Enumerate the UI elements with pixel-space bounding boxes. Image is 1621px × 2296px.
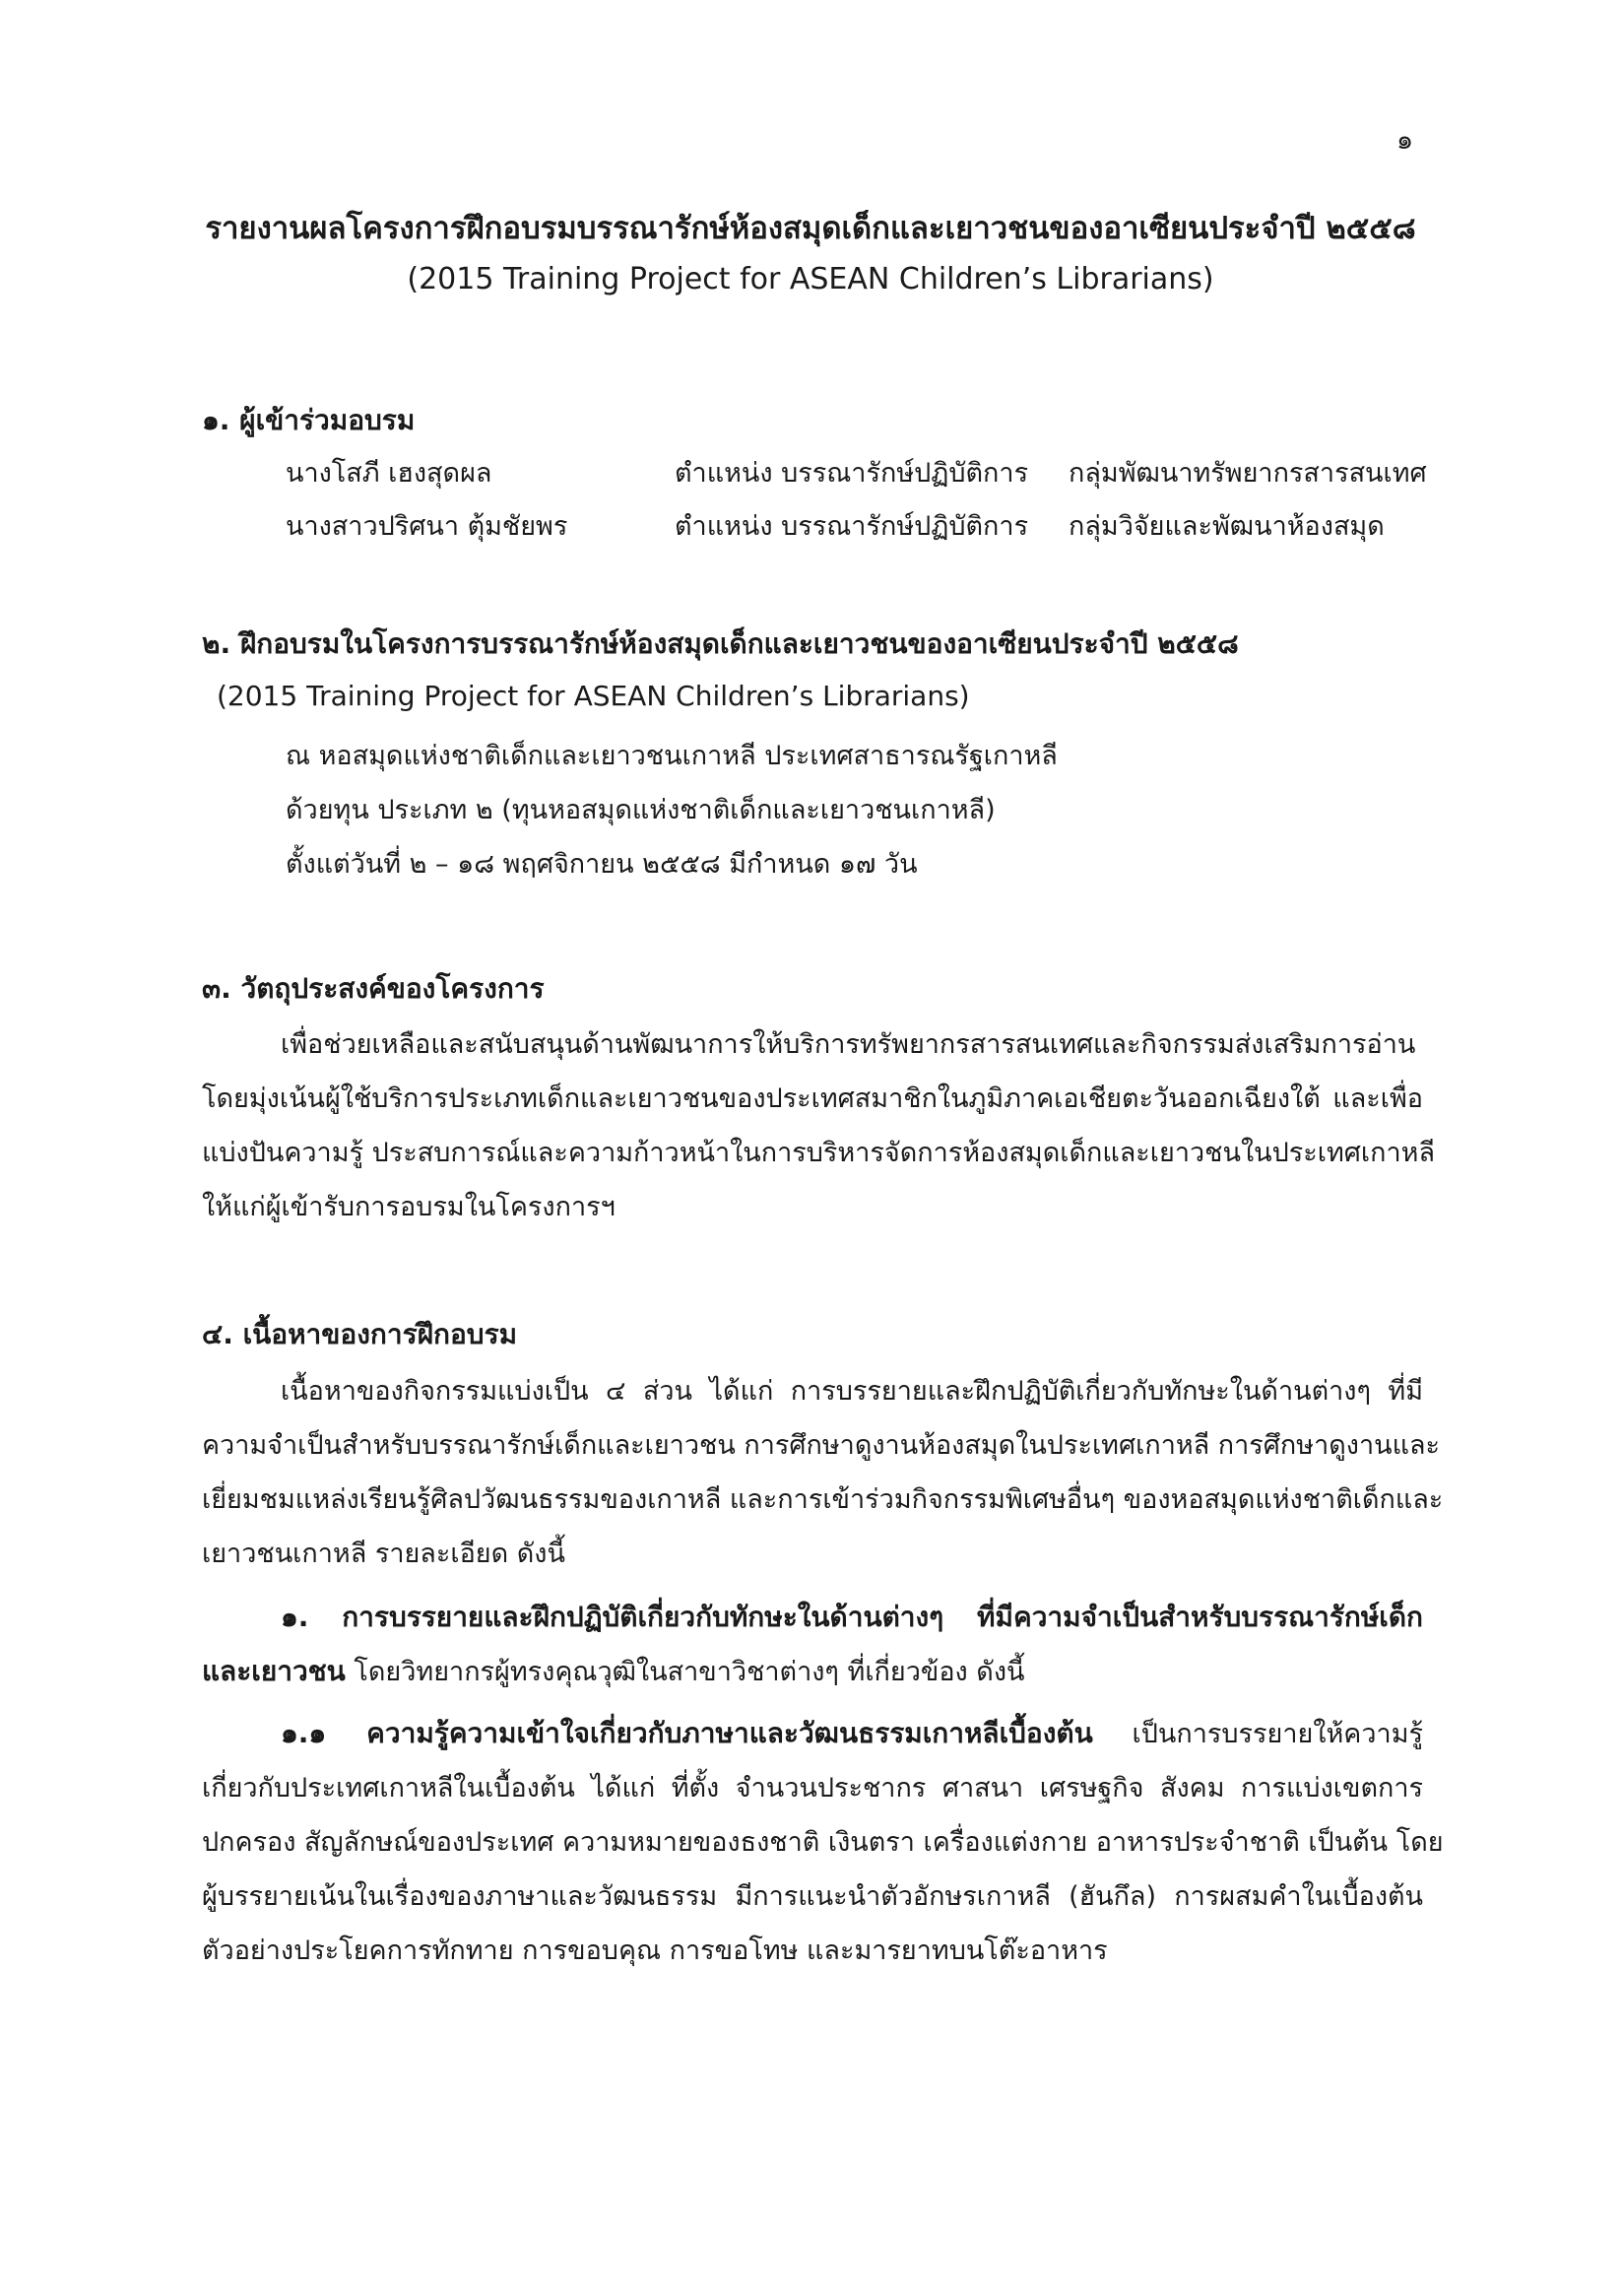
paragraph-line: ปกครอง สัญลักษณ์ของประเทศ ความหมายของธงชาติ เงินตรา เครื่องแต่งกาย อาหารประจำชาติ เป็นต้น โดย (202, 1827, 1444, 1858)
item-1-1-line (281, 1712, 1423, 1755)
section-3-heading: ๓. วัตถุประสงค์ของโครงการ (202, 972, 545, 1005)
paragraph-line: ตัวอย่างประโยคการทักทาย การขอบคุณ การขอโทษ และมารยาทบนโต๊ะอาหาร (202, 1935, 1108, 1966)
paragraph-line: ผู้บรรยายเน้นในเรื่องของภาษาและวัฒนธรรม มีการแนะนำตัวอักษรเกาหลี (ฮันกึล) การผสมคำในเบื้องต้น (202, 1881, 1423, 1912)
participant-group: กลุ่มวิจัยและพัฒนาห้องสมุด (1069, 511, 1385, 542)
item-1-heading: ๑. การบรรยายและฝึกปฏิบัติเกี่ยวกับทักษะในด้านต่างๆ ที่มีความจำเป็นสำหรับบรรณารักษ์เด็ก (281, 1601, 1423, 1633)
paragraph-line: เนื้อหาของกิจกรรมแบ่งเป็น ๔ ส่วน ได้แก่ การบรรยายและฝึกปฏิบัติเกี่ยวกับทักษะในด้านต่างๆ ที่มี (281, 1376, 1423, 1407)
section-2-venue: ณ หอสมุดแห่งชาติเด็กและเยาวชนเกาหลี ประเทศสาธารณรัฐเกาหลี (286, 741, 1058, 771)
item-1-1-text: เป็นการบรรยายให้ความรู้ (1092, 1719, 1423, 1749)
participant-group: กลุ่มพัฒนาทรัพยากรสารสนเทศ (1069, 458, 1427, 489)
paragraph-line: เยาวชนเกาหลี รายละเอียด ดังนี้ (202, 1539, 565, 1569)
paragraph-line: เยี่ยมชมแหล่งเรียนรู้ศิลปวัฒนธรรมของเกาหลี และการเข้าร่วมกิจกรรมพิเศษอื่นๆ ของหอสมุดแห่งชาติเด็กและ (202, 1484, 1444, 1515)
section-2-funding: ด้วยทุน ประเภท ๒ (ทุนหอสมุดแห่งชาติเด็กและเยาวชนเกาหลี) (286, 795, 996, 825)
section-1-heading: ๑. ผู้เข้าร่วมอบรม (202, 404, 416, 436)
paragraph-line: โดยมุ่งเน้นผู้ใช้บริการประเภทเด็กและเยาวชนของประเทศสมาชิกในภูมิภาคเอเชียตะวันออกเฉียงใต้ และเพื่อ (202, 1083, 1423, 1114)
paragraph-line: ให้แก่ผู้เข้ารับการอบรมในโครงการฯ (202, 1192, 616, 1222)
participant-name: นางสาวปริศนา ตุ้มชัยพร (286, 511, 568, 542)
paragraph-line: เกี่ยวกับประเทศเกาหลีในเบื้องต้น ได้แก่ ที่ตั้ง จำนวนประชากร ศาสนา เศรษฐกิจ สังคม การแบ่งเขตการ (202, 1773, 1423, 1804)
section-2-english-title: (2015 Training Project for ASEAN Children’s Librarians) (217, 680, 970, 712)
paragraph-line: แบ่งปันความรู้ ประสบการณ์และความก้าวหน้าในการบริหารจัดการห้องสมุดเด็กและเยาวชนในประเทศเกาหลี (202, 1138, 1435, 1168)
page-number: ๑ (1396, 125, 1414, 156)
participant-row (0, 504, 1621, 544)
paragraph-line: ความจำเป็นสำหรับบรรณารักษ์เด็กและเยาวชน การศึกษาดูงานห้องสมุดในประเทศเกาหลี การศึกษาดูงานและ (202, 1430, 1441, 1461)
participant-position: ตำแหน่ง บรรณารักษ์ปฏิบัติการ (675, 511, 1029, 542)
participant-position: ตำแหน่ง บรรณารักษ์ปฏิบัติการ (675, 458, 1029, 489)
item-1-1-heading: ๑.๑ ความรู้ความเข้าใจเกี่ยวกับภาษาและวัฒนธรรมเกาหลีเบื้องต้น (281, 1717, 1093, 1749)
participant-row (0, 451, 1621, 491)
section-2-dates: ตั้งแต่วันที่ ๒ – ๑๘ พฤศจิกายน ๒๕๕๘ มีกำหนด ๑๗ วัน (286, 849, 918, 880)
document-title: รายงานผลโครงการฝึกอบรมบรรณารักษ์ห้องสมุดเด็กและเยาวชนของอาเซียนประจำปี ๒๕๕๘ (205, 211, 1416, 246)
paragraph-line: เพื่อช่วยเหลือและสนับสนุนด้านพัฒนาการให้บริการทรัพยากรสารสนเทศและกิจกรรมส่งเสริมการอ่าน (281, 1029, 1416, 1060)
participant-name: นางโสภี เฮงสุดผล (286, 458, 492, 489)
section-4-heading: ๔. เนื้อหาของการฝึกอบรม (202, 1318, 518, 1350)
item-1-text: โดยวิทยากรผู้ทรงคุณวุฒิในสาขาวิชาต่างๆ ที่เกี่ยวข้อง ดังนี้ (345, 1657, 1025, 1687)
document-subtitle: (2015 Training Project for ASEAN Children’s Librarians) (407, 262, 1214, 296)
item-1-heading-end: และเยาวชน (202, 1655, 346, 1687)
section-2-heading: ๒. ฝึกอบรมในโครงการบรรณารักษ์ห้องสมุดเด็กและเยาวชนของอาเซียนประจำปี ๒๕๕๘ (202, 627, 1239, 660)
item-1-continuation (202, 1650, 1025, 1693)
